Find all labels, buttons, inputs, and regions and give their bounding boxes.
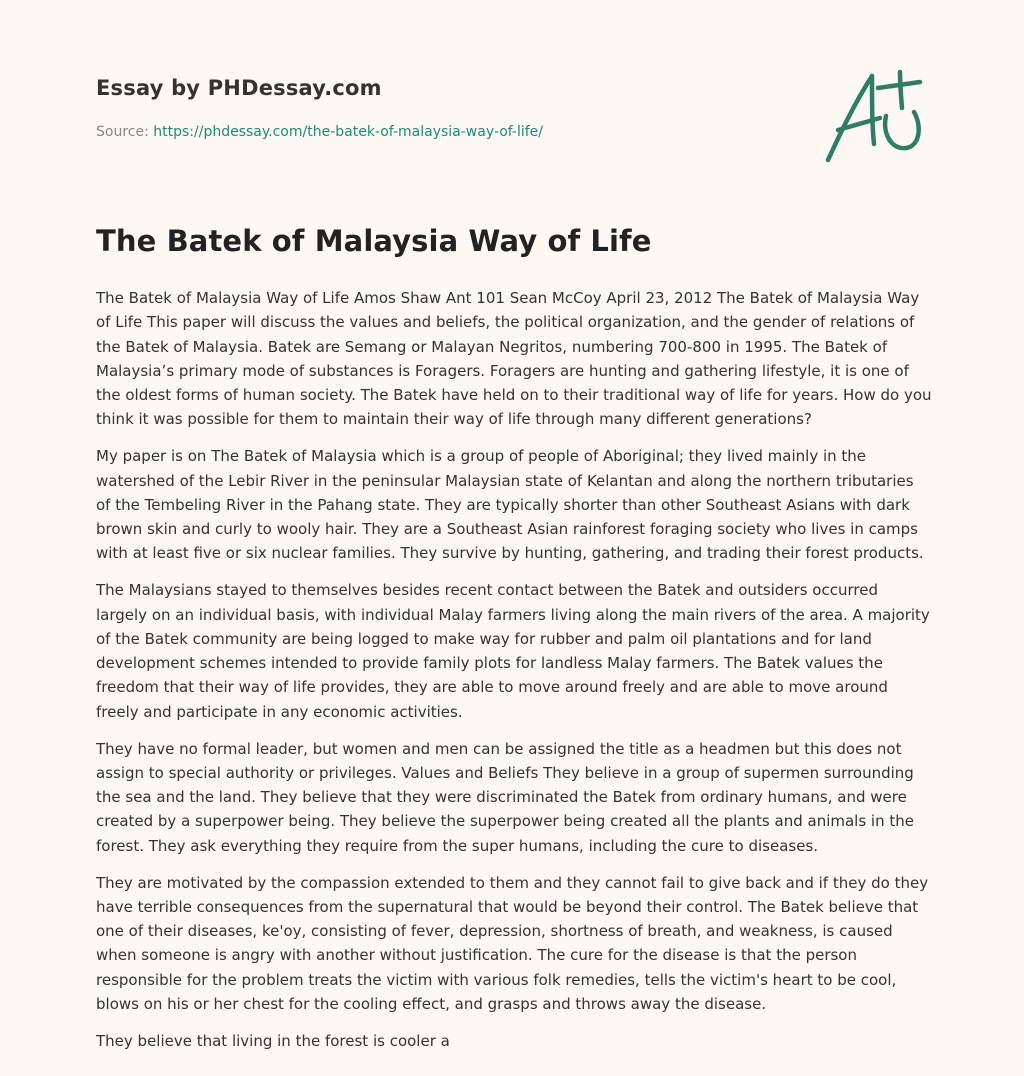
paragraph: They have no formal leader, but women and men can be assigned the title as a headmen but this does not assign to special authority or privileges. Values and Beliefs They believe in a group of supermen surrounding the sea and the land. They believe that they were discriminated the Batek from ordinary humans, and were created by a superpower being. They believe the superpower being created all the plants and animals in the forest. They ask everything they require from the super humans, including the cure to diseases. (96, 739, 914, 855)
a-plus-logo-icon (818, 64, 930, 168)
source-link[interactable]: https://phdessay.com/the-batek-of-malaysia-way-of-life/ (153, 124, 544, 140)
paragraph: They believe that living in the forest is cooler a (96, 1031, 450, 1050)
site-title: Essay by PHDessay.com (96, 76, 382, 100)
source-label: Source: (96, 124, 154, 140)
source-line (96, 124, 543, 140)
essay-title: The Batek of Malaysia Way of Life (96, 224, 652, 258)
paragraph: My paper is on The Batek of Malaysia which is a group of people of Aboriginal; they lived mainly in the watershed of the Lebir River in the peninsular Malaysian state of Kelantan and along the northern tributaries of the Tembeling River in the Pahang state. They are typically shorter than other Southeast Asians with dark brown skin and curly to wooly hair. They are a Southeast Asian rainforest foraging society who lives in camps with at least five or six nuclear families. They survive by hunting, gathering, and trading their forest products. (96, 447, 924, 563)
paragraph: The Malaysians stayed to themselves besides recent contact between the Batek and outsiders occurred largely on an individual basis, with individual Malay farmers living along the main rivers of the area. A majority of the Batek community are being logged to make way for rubber and palm oil plantations and for land development schemes intended to provide family plots for landless Malay farmers. The Batek values the freedom that their way of life provides, they are able to move around freely and are able to move around freely and participate in any economic activities. (96, 581, 930, 721)
essay-body (96, 286, 932, 1066)
paragraph: They are motivated by the compassion extended to them and they cannot fail to give back and if they do they have terrible consequences from the supernatural that would be beyond their control. The Batek believe that one of their diseases, ke'oy, consisting of fever, depression, shortness of breath, and weakness, is caused when someone is angry with another without justification. The cure for the disease is that the person responsible for the problem treats the victim with various folk remedies, tells the victim's heart to be cool, blows on his or her chest for the cooling effect, and grasps and throws away the disease. (96, 873, 929, 1014)
paragraph: The Batek of Malaysia Way of Life Amos Shaw Ant 101 Sean McCoy April 23, 2012 The Batek of Malaysia Way of Life This paper will discuss the values and beliefs, the political organization, and the gender of relations of the Batek of Malaysia. Batek are Semang or Malayan Negritos, numbering 700-800 in 1995. The Batek of Malaysia’s primary mode of substances is Foragers. Foragers are hunting and gathering lifestyle, it is one of the oldest forms of human society. The Batek have held on to their traditional way of life for years. How do you think it was possible for them to maintain their way of life through many different generations? (96, 289, 932, 429)
